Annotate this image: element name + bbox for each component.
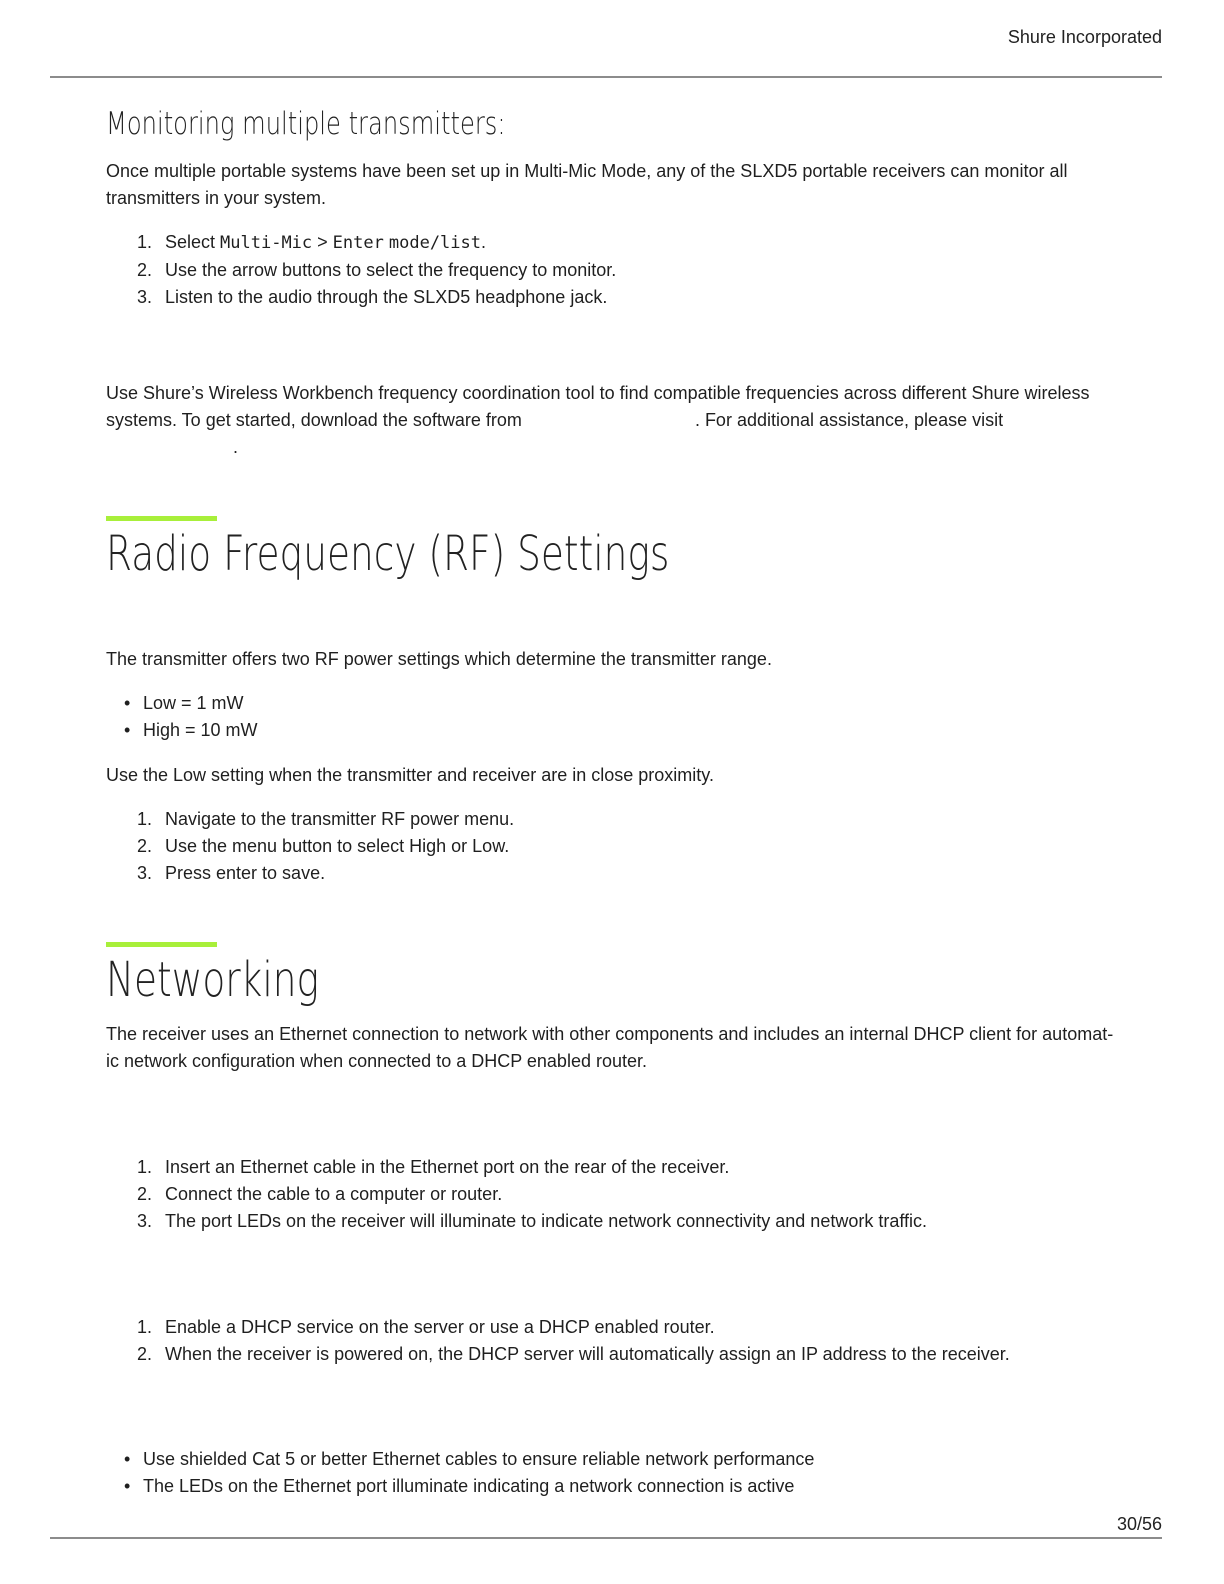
dhcp-steps bbox=[106, 1314, 1010, 1368]
rf-low-note: Use the Low setting when the transmitter and receiver are in close proximity. bbox=[106, 765, 714, 785]
list-item: 3. Press enter to save. bbox=[137, 863, 326, 883]
list-item: • High = 10 mW bbox=[124, 720, 258, 740]
network-connect-steps bbox=[106, 1154, 927, 1235]
list-item: 2. When the receiver is powered on, the DHCP server will automatically assign an IP address to the receiver. bbox=[137, 1344, 1010, 1364]
list-item: 2. Connect the cable to a computer or router. bbox=[137, 1184, 503, 1204]
monitoring-heading: Monitoring multiple transmitters: bbox=[106, 106, 506, 142]
list-item: 3. The port LEDs on the receiver will illuminate to indicate network connectivity and network traffic. bbox=[137, 1211, 928, 1231]
networking-heading: Networking bbox=[106, 952, 319, 1008]
networking-intro: The receiver uses an Ethernet connection to network with other components and includes an internal DHCP client for automat- ic network configuration when connected to a DHCP enabled router. bbox=[106, 1024, 1114, 1071]
list-item: 1. Enable a DHCP service on the server or use a DHCP enabled router. bbox=[137, 1317, 715, 1337]
list-item: 1. Select Multi-Mic > Enter mode/list. bbox=[137, 232, 487, 253]
network-tips bbox=[106, 1446, 814, 1500]
networking-accent-bar bbox=[106, 942, 217, 947]
list-item: 2. Use the menu button to select High or Low. bbox=[137, 836, 510, 856]
page-number: 30/56 bbox=[1116, 1514, 1162, 1534]
rf-intro: The transmitter offers two RF power settings which determine the transmitter range. bbox=[106, 649, 772, 669]
shure-support-link[interactable]: www.shure.com bbox=[106, 437, 234, 457]
rf-accent-bar bbox=[106, 516, 217, 521]
menu-path-multi-mic: Multi-Mic bbox=[220, 233, 313, 253]
list-item: 1. Navigate to the transmitter RF power menu. bbox=[137, 809, 515, 829]
monitoring-steps bbox=[106, 229, 616, 311]
menu-path-enter: Enter bbox=[332, 233, 384, 253]
monitoring-intro: Once multiple portable systems have been set up in Multi-Mic Mode, any of the SLXD5 portable receivers can monitor all transmitters in your system. bbox=[106, 161, 1068, 208]
list-item: • Low = 1 mW bbox=[124, 693, 244, 713]
rf-power-levels bbox=[106, 690, 258, 744]
list-item: 2. Use the arrow buttons to select the frequency to monitor. bbox=[137, 260, 617, 280]
list-item: 3. Listen to the audio through the SLXD5 headphone jack. bbox=[137, 287, 608, 307]
rf-settings-heading: Radio Frequency (RF) Settings bbox=[106, 526, 670, 582]
rf-steps bbox=[106, 806, 514, 887]
workbench-paragraph: Use Shure’s Wireless Workbench frequency coordination tool to find compatible frequencies across different Shure wireless systems. To get started, download the software from www.shure.com/wwb. For additional assistance, please visit www.shure.com. bbox=[106, 383, 1090, 457]
header-divider bbox=[50, 76, 1162, 78]
list-item: • The LEDs on the Ethernet port illuminate indicating a network connection is active bbox=[124, 1476, 795, 1496]
list-item: • Use shielded Cat 5 or better Ethernet cables to ensure reliable network performance bbox=[124, 1449, 815, 1469]
menu-path-mode-list: mode/list bbox=[388, 233, 481, 253]
company-name: Shure Incorporated bbox=[1007, 27, 1162, 47]
list-item: 1. Insert an Ethernet cable in the Ethernet port on the rear of the receiver. bbox=[137, 1157, 730, 1177]
footer-divider bbox=[50, 1537, 1162, 1539]
wwb-download-link[interactable]: www.shure.com/wwb bbox=[526, 410, 695, 430]
